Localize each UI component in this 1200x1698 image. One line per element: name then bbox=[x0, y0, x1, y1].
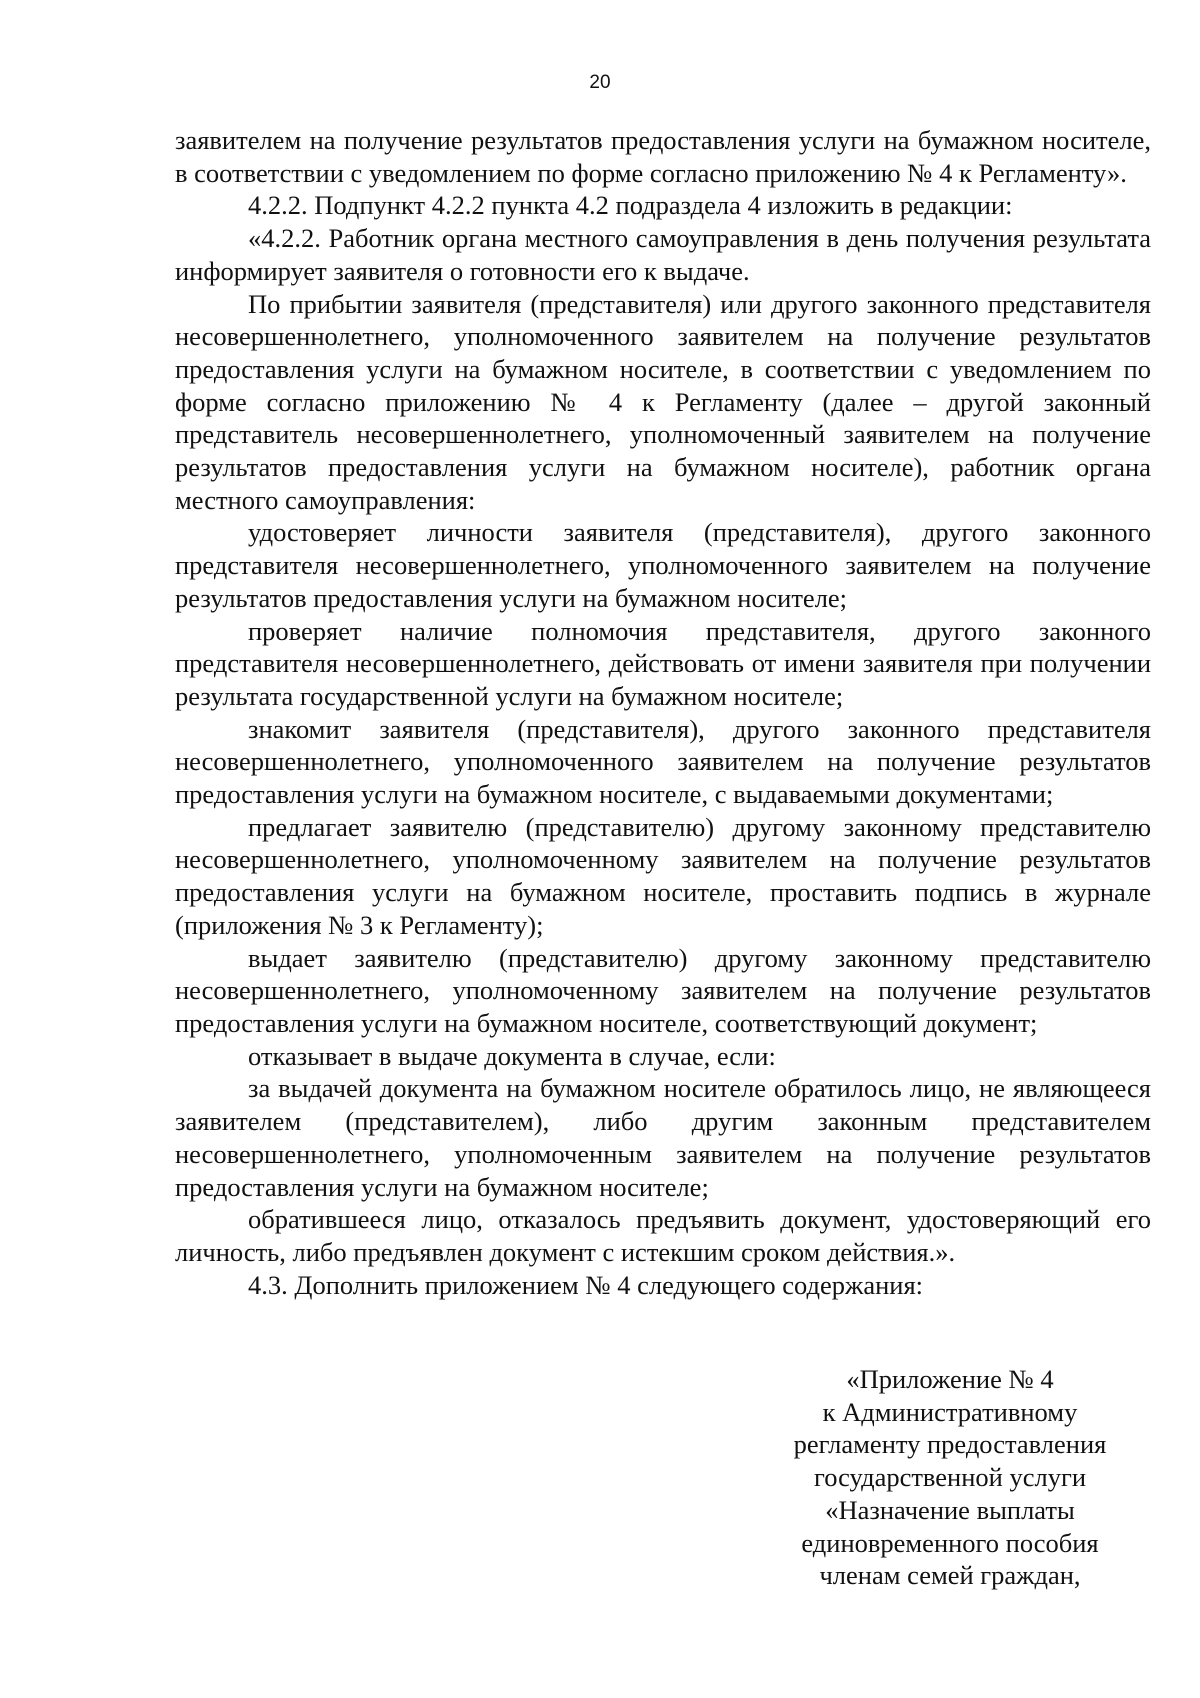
body-text bbox=[175, 124, 1151, 1301]
page-number: 20 bbox=[589, 72, 611, 93]
appendix-line: регламенту предоставления bbox=[793, 1429, 1107, 1460]
paragraph: удостоверяет личности заявителя (представителя), другого законного представителя несовершеннолетнего, уполномоченного заявителем на получение результатов предоставления услуги на бумажном носителе; bbox=[175, 517, 1151, 613]
appendix-line: государственной услуги bbox=[813, 1462, 1087, 1493]
paragraph: обратившееся лицо, отказалось предъявить документ, удостоверяющий его личность, либо предъявлен документ с истекшим сроком действия.». bbox=[175, 1204, 1151, 1267]
paragraph: знакомит заявителя (представителя), другого законного представителя несовершеннолетнего, уполномоченного заявителем на получение результатов предоставления услуги на бумажном носителе, с выдаваемыми документами; bbox=[175, 713, 1151, 810]
appendix-line: единовременного пособия bbox=[801, 1527, 1099, 1558]
paragraph: 4.3. Дополнить приложением № 4 следующего содержания: bbox=[248, 1269, 924, 1300]
paragraph: предлагает заявителю (представителю) другому законному представителю несовершеннолетнего, уполномоченному заявителем на получение результатов предоставления услуги на бумажном носителе, проставить подпись в журнале (приложения № 3 к Регламенту); bbox=[175, 811, 1151, 940]
paragraph: 4.2.2. Подпункт 4.2.2 пункта 4.2 подраздела 4 изложить в редакции: bbox=[248, 190, 1013, 221]
paragraph: выдает заявителю (представителю) другому законному представителю несовершеннолетнего, уполномоченному заявителем на получение результатов предоставления услуги на бумажном носителе, соответствующий документ; bbox=[175, 942, 1151, 1038]
paragraph: отказывает в выдаче документа в случае, если: bbox=[248, 1040, 776, 1071]
appendix-line: «Приложение № 4 bbox=[846, 1364, 1054, 1394]
appendix-line: членам семей граждан, bbox=[819, 1560, 1081, 1591]
appendix-line: к Административному bbox=[822, 1396, 1078, 1427]
paragraph: за выдачей документа на бумажном носителе обратилось лицо, не являющееся заявителем (представителем), либо другим законным представителем несовершеннолетнего, уполномоченным заявителем на получение результатов предоставления услуги на бумажном носителе; bbox=[175, 1073, 1151, 1202]
appendix-line: «Назначение выплаты bbox=[825, 1494, 1075, 1525]
paragraph: заявителем на получение результатов предоставления услуги на бумажном носителе, в соответствии с уведомлением по форме согласно приложению № 4 к Регламенту». bbox=[175, 125, 1151, 188]
paragraph: «4.2.2. Работник органа местного самоуправления в день получения результата информирует заявителя о готовности его к выдаче. bbox=[175, 223, 1151, 286]
appendix-heading bbox=[760, 1363, 1140, 1592]
paragraph: По прибытии заявителя (представителя) или другого законного представителя несовершеннолетнего, уполномоченного заявителем на получение результатов предоставления услуги на бумажном носителе, в соответствии с уведомлением по форме согласно приложению № 4 к Регламенту (далее – другой законный представитель несовершеннолетнего, уполномоченный заявителем на получение результатов предоставления услуги на бумажном носителе), работник органа местного самоуправления: bbox=[175, 288, 1151, 515]
paragraph: проверяет наличие полномочия представителя, другого законного представителя несовершеннолетнего, действовать от имени заявителя при получении результата государственной услуги на бумажном носителе; bbox=[175, 615, 1151, 711]
